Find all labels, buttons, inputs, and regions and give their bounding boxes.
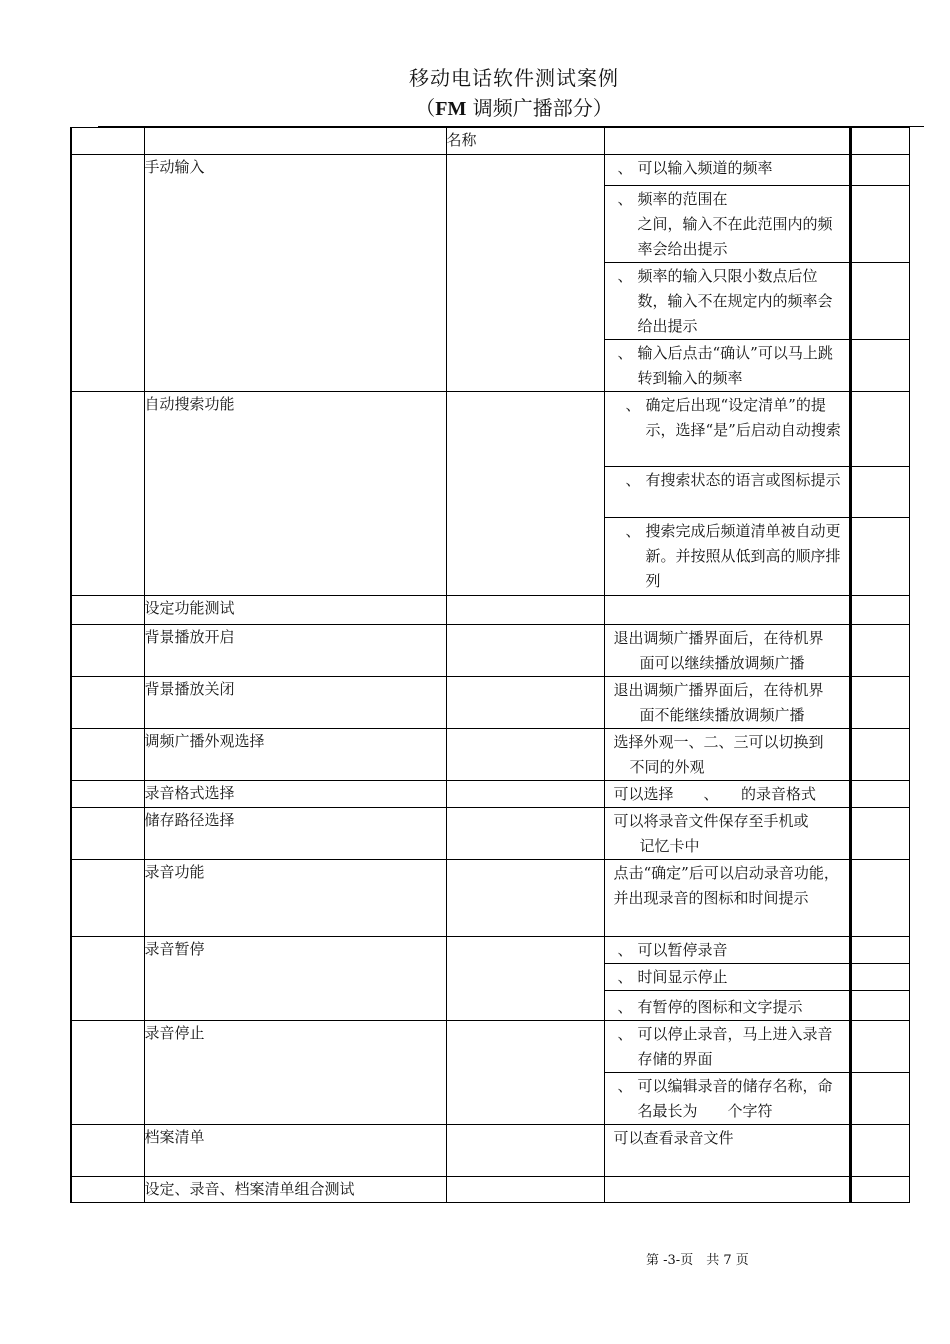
case-name: 自动搜索功能 bbox=[144, 392, 446, 596]
expected-step: 、 输入后点击“确认”可以马上跳转到输入的频率 bbox=[617, 344, 833, 387]
table-row bbox=[71, 677, 909, 729]
expected-step: 、 可以编辑录音的储存名称，命名最长为 个字符 bbox=[617, 1077, 833, 1120]
expected-result: 选择外观一、二、三可以切换到 不同的外观 bbox=[613, 733, 824, 776]
expected-result: 可以查看录音文件 bbox=[613, 1129, 734, 1147]
expected-step: 、 可以输入频道的频率 bbox=[617, 159, 773, 177]
case-name: 录音格式选择 bbox=[144, 781, 446, 808]
expected-step: 、 可以暂停录音 bbox=[617, 941, 728, 959]
table-header-row bbox=[71, 128, 909, 155]
table-row bbox=[71, 860, 909, 937]
expected-step: 、 确定后出现“设定清单”的提示，选择“是”后启动自动搜索 bbox=[625, 396, 841, 439]
table-row bbox=[71, 392, 909, 467]
table-row bbox=[71, 155, 909, 186]
expected-result: 可以选择 、 的录音格式 bbox=[613, 785, 817, 803]
expected-result: 点击“确定”后可以启动录音功能，并出现录音的图标和时间提示 bbox=[613, 864, 839, 907]
expected-result: 退出调频广播界面后，在待机界 面可以继续播放调频广播 bbox=[613, 629, 824, 672]
case-name: 背景播放关闭 bbox=[144, 677, 446, 729]
table-row bbox=[71, 625, 909, 677]
case-name: 设定、录音、档案清单组合测试 bbox=[144, 1177, 446, 1203]
expected-result: 退出调频广播界面后，在待机界 面不能继续播放调频广播 bbox=[613, 681, 824, 724]
table-row bbox=[71, 1021, 909, 1073]
case-name: 档案清单 bbox=[144, 1125, 446, 1177]
expected-step: 、 有暂停的图标和文字提示 bbox=[617, 998, 803, 1016]
table-row bbox=[71, 808, 909, 860]
column-header-name: 名称 bbox=[446, 128, 604, 155]
case-name: 手动输入 bbox=[144, 155, 446, 392]
expected-step: 、 时间显示停止 bbox=[617, 968, 728, 986]
case-name: 录音功能 bbox=[144, 860, 446, 937]
case-name: 设定功能测试 bbox=[144, 596, 446, 625]
case-name: 储存路径选择 bbox=[144, 808, 446, 860]
expected-step: 、 频率的输入只限小数点后位数，输入不在规定内的频率会给出提示 bbox=[617, 267, 833, 335]
table-row bbox=[71, 781, 909, 808]
table-row bbox=[71, 1177, 909, 1203]
test-case-table bbox=[70, 127, 910, 1203]
expected-step: 、 频率的范围在 之间，输入不在此范围内的频率会给出提示 bbox=[617, 190, 833, 258]
case-name: 调频广播外观选择 bbox=[144, 729, 446, 781]
expected-step: 、 可以停止录音，马上进入录音存储的界面 bbox=[617, 1025, 833, 1068]
table-row bbox=[71, 596, 909, 625]
table-row bbox=[71, 937, 909, 964]
table-row bbox=[71, 1125, 909, 1177]
expected-step: 、 搜索完成后频道清单被自动更新。并按照从低到高的顺序排列 bbox=[625, 522, 841, 590]
page-footer: 第 -3-页 共 7 页 bbox=[646, 1253, 749, 1268]
case-name: 背景播放开启 bbox=[144, 625, 446, 677]
expected-step: 、 有搜索状态的语言或图标提示 bbox=[625, 471, 841, 489]
document-subtitle: （FM 调频广播部分） bbox=[415, 96, 613, 120]
document-title: 移动电话软件测试案例 bbox=[409, 66, 619, 90]
case-name: 录音停止 bbox=[144, 1021, 446, 1125]
expected-result: 可以将录音文件保存至手机或 记忆卡中 bbox=[613, 812, 809, 855]
case-name: 录音暂停 bbox=[144, 937, 446, 1021]
table-row bbox=[71, 729, 909, 781]
